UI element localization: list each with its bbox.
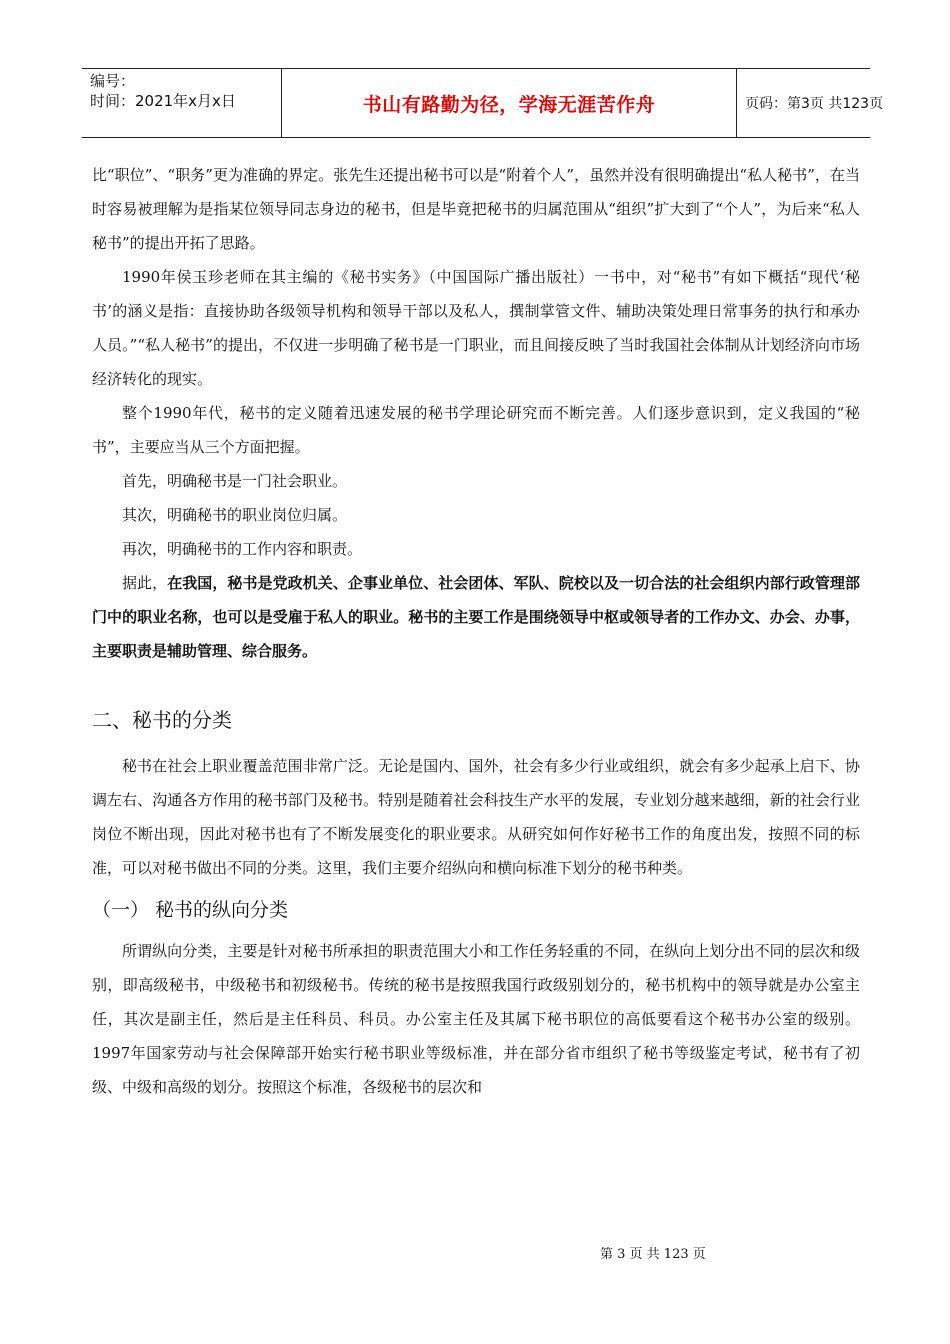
header-motto: 书山有路勤为径，学海无涯苦作舟 bbox=[362, 93, 656, 116]
paragraph-9: 所谓纵向分类，主要是针对秘书所承担的职责范围大小和工作任务轻重的不同，在纵向上划分出不同的层次和级别，即高级秘书，中级秘书和初级秘书。传统的秘书是按照我国行政级别划分的，秘书机构中的领导就是办公室主任，其次是副主任，然后是主任科员、科员。办公室主任及其属下秘书职位的高低要看这个秘书办公室的级别。1997年国家劳动与社会保障部开始实行秘书职业等级标准，并在部分省市组织了秘书等级鉴定考试，秘书有了初级、中级和高级的划分。按照这个标准，各级秘书的层次和 bbox=[92, 942, 860, 1096]
date-label: 时间：2021年x月x日 bbox=[90, 92, 236, 110]
subsection-heading: （一） 秘书的纵向分类 bbox=[92, 899, 289, 921]
header-motto-cell bbox=[282, 69, 737, 137]
paragraph-6: 再次，明确秘书的工作内容和职责。 bbox=[122, 540, 363, 558]
paragraph-4: 首先，明确秘书是一门社会职业。 bbox=[122, 472, 348, 490]
paragraph-7-lead: 据此， bbox=[122, 574, 168, 592]
document-body bbox=[92, 158, 860, 1104]
paragraph-7-bold: 在我国，秘书是党政机关、企事业单位、社会团体、军队、院校以及一切合法的社会组织内部行政管理部门中的职业名称，也可以是受雇于私人的职业。秘书的主要工作是围绕领导中枢或领导者的工作办文、办会、办事，主要职责是辅助管理、综合服务。 bbox=[92, 574, 860, 660]
page-footer: 第 3 页 共 123 页 bbox=[600, 1247, 706, 1262]
paragraph-1: 比“职位”、“职务”更为准确的界定。张先生还提出秘书可以是“附着个人”，虽然并没有很明确提出“私人秘书”，在当时容易被理解为是指某位领导同志身边的秘书，但是毕竟把秘书的归属范围从“组织”扩大到了“个人”，为后来“私人秘书”的提出开拓了思路。 bbox=[92, 166, 860, 252]
header-page-info: 页码：第3页 共123页 bbox=[745, 96, 884, 112]
paragraph-7 bbox=[92, 566, 860, 668]
header-meta bbox=[82, 69, 282, 137]
section-heading: 二、秘书的分类 bbox=[92, 708, 232, 732]
paragraph-3: 整个1990年代，秘书的定义随着迅速发展的秘书学理论研究而不断完善。人们逐步意识到，定义我国的“秘书”，主要应当从三个方面把握。 bbox=[92, 404, 860, 456]
number-label: 编号： bbox=[90, 72, 136, 90]
paragraph-2: 1990年侯玉珍老师在其主编的《秘书实务》（中国国际广播出版社）一书中，对“秘书”有如下概括“现代‘秘书’的涵义是指：直接协助各级领导机构和领导干部以及私人，撰制掌管文件、辅助决策处理日常事务的执行和承办人员。”“私人秘书”的提出，不仅进一步明确了秘书是一门职业，而且间接反映了当时我国社会体制从计划经济向市场经济转化的现实。 bbox=[92, 268, 860, 388]
page-header bbox=[82, 68, 884, 138]
paragraph-5: 其次，明确秘书的职业岗位归属。 bbox=[122, 506, 348, 524]
paragraph-8: 秘书在社会上职业覆盖范围非常广泛。无论是国内、国外，社会有多少行业或组织，就会有多少起承上启下、协调左右、沟通各方作用的秘书部门及秘书。特别是随着社会科技生产水平的发展，专业划分越来越细，新的社会行业岗位不断出现，因此对秘书也有了不断发展变化的职业要求。从研究如何作好秘书工作的角度出发，按照不同的标准，可以对秘书做出不同的分类。这里，我们主要介绍纵向和横向标准下划分的秘书种类。 bbox=[92, 757, 860, 877]
